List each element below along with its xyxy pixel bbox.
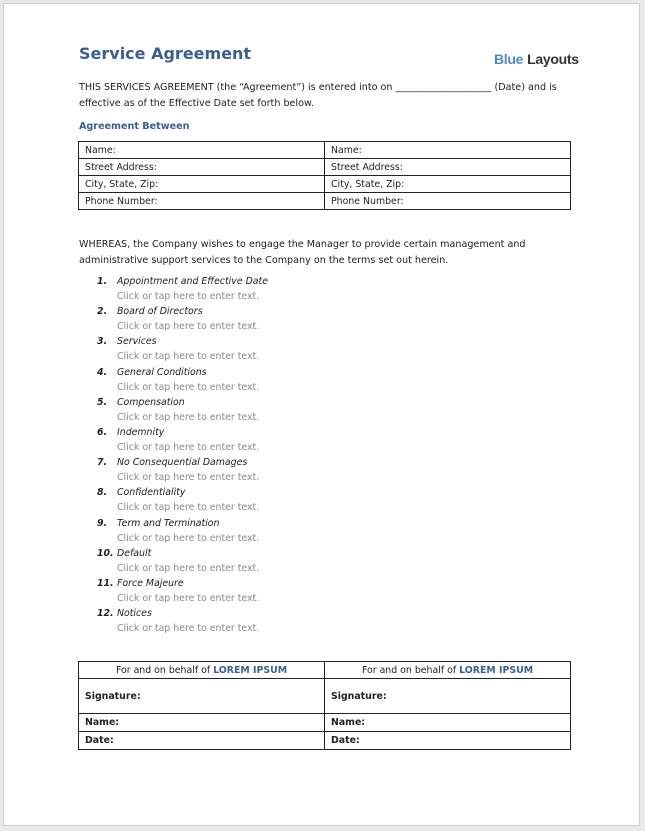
clause-text-placeholder[interactable]: Click or tap here to enter text. (117, 502, 260, 514)
clause-title: Indemnity (117, 426, 165, 438)
party-2-name-cell[interactable]: Name: (325, 142, 571, 159)
logo-part-blue: Blue (494, 51, 524, 67)
name-field-left[interactable]: Name: (79, 714, 325, 732)
table-row (79, 142, 571, 159)
table-row (79, 714, 571, 732)
signature-field-left[interactable]: Signature: (79, 679, 325, 714)
company-name: LOREM IPSUM (213, 664, 288, 676)
clause-text-placeholder[interactable]: Click or tap here to enter text. (117, 592, 260, 604)
parties-table (78, 141, 571, 210)
clause-number: 11. (97, 577, 114, 589)
date-field-right[interactable]: Date: (325, 732, 571, 750)
behalf-prefix: For and on behalf of (361, 664, 457, 676)
party-1-phone-cell[interactable]: Phone Number: (79, 193, 325, 210)
brand-logo (494, 51, 579, 67)
clause-number: 6. (97, 426, 108, 438)
table-row (79, 732, 571, 750)
document-page (3, 3, 640, 826)
clause-number: 4. (97, 366, 108, 378)
clause-title: Default (117, 547, 152, 559)
behalf-header-left (79, 662, 325, 679)
page-title: Service Agreement (79, 44, 252, 63)
clause-title: Force Majeure (117, 577, 184, 589)
clause-number: 1. (97, 276, 108, 287)
name-field-right[interactable]: Name: (325, 714, 571, 732)
table-row (79, 176, 571, 193)
section-heading-agreement-between: Agreement Between (79, 121, 190, 132)
clause-title: Appointment and Effective Date (117, 276, 268, 287)
signature-table (78, 661, 571, 750)
clause-number: 8. (97, 487, 108, 499)
date-field-left[interactable]: Date: (79, 732, 325, 750)
clause-number: 3. (97, 336, 108, 348)
clause-text-placeholder[interactable]: Click or tap here to enter text. (117, 562, 260, 574)
clause-text-placeholder[interactable]: Click or tap here to enter text. (117, 321, 260, 333)
clause-text-placeholder[interactable]: Click or tap here to enter text. (117, 351, 260, 363)
company-name: LOREM IPSUM (459, 664, 534, 676)
party-2-address-cell[interactable]: Street Address: (325, 159, 571, 176)
clause-number: 10. (97, 547, 114, 559)
clause-number: 2. (97, 306, 108, 318)
intro-paragraph: THIS SERVICES AGREEMENT (the “Agreement”) is entered into on ____________________ (Date) and is effective as of the Effective Date set forth below. (79, 82, 557, 109)
clause-title: Board of Directors (117, 306, 203, 318)
clause-text-placeholder[interactable]: Click or tap here to enter text. (117, 381, 260, 393)
behalf-prefix: For and on behalf of (115, 664, 211, 676)
clause-number: 9. (97, 517, 108, 529)
clause-title: Compensation (117, 396, 185, 408)
clause-number: 12. (97, 608, 114, 620)
behalf-header-right (325, 662, 571, 679)
clause-number: 5. (97, 396, 108, 408)
clause-text-placeholder[interactable]: Click or tap here to enter text. (117, 291, 260, 302)
whereas-paragraph: WHEREAS, the Company wishes to engage the Manager to provide certain management and administrative support services to the Company on the terms set out herein. (79, 239, 526, 266)
clause-text-placeholder[interactable]: Click or tap here to enter text. (117, 623, 260, 635)
signature-field-right[interactable]: Signature: (325, 679, 571, 714)
clause-title: General Conditions (117, 366, 207, 378)
table-row (79, 679, 571, 714)
clause-title: Term and Termination (117, 517, 220, 529)
party-1-address-cell[interactable]: Street Address: (79, 159, 325, 176)
table-row (79, 662, 571, 679)
clause-title: Confidentiality (117, 487, 186, 499)
clause-text-placeholder[interactable]: Click or tap here to enter text. (117, 472, 260, 484)
clause-text-placeholder[interactable]: Click or tap here to enter text. (117, 441, 260, 453)
party-1-name-cell[interactable]: Name: (79, 142, 325, 159)
party-1-city-cell[interactable]: City, State, Zip: (79, 176, 325, 193)
table-row (79, 159, 571, 176)
logo-part-layouts: Layouts (527, 51, 579, 67)
table-row (79, 193, 571, 210)
clause-title: Services (117, 336, 157, 348)
clause-title: Notices (117, 608, 152, 620)
clause-number: 7. (97, 457, 108, 469)
clause-title: No Consequential Damages (117, 457, 248, 469)
party-2-city-cell[interactable]: City, State, Zip: (325, 176, 571, 193)
clause-text-placeholder[interactable]: Click or tap here to enter text. (117, 532, 260, 544)
party-2-phone-cell[interactable]: Phone Number: (325, 193, 571, 210)
clause-text-placeholder[interactable]: Click or tap here to enter text. (117, 411, 260, 423)
